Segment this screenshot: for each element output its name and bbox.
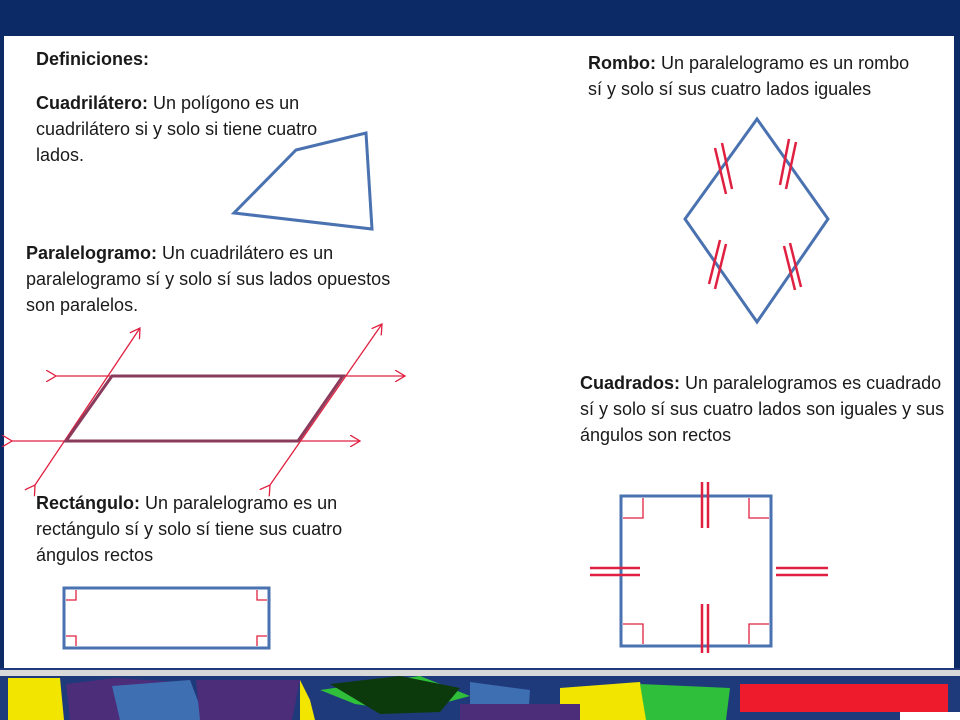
square-figure [590, 482, 828, 653]
equal-side-marks [590, 482, 828, 653]
rectangle-shape [64, 588, 269, 648]
right-angle-mark [66, 590, 76, 600]
rhombus-shape [685, 119, 828, 322]
parallelogram-shape [66, 376, 343, 441]
parallel-line-left [35, 328, 140, 485]
rhombus-text: Un paralelogramo es un rombo sí y solo sí sus cuatro lados iguales [588, 53, 910, 99]
parallelogram-figure [12, 324, 405, 485]
quadrilateral-term: Cuadrilátero: [36, 93, 149, 113]
parallel-line-right [270, 324, 382, 485]
rhombus-term: Rombo: [588, 53, 656, 73]
decorative-footer [0, 668, 960, 720]
right-angle-mark [257, 636, 267, 646]
square-term: Cuadrados: [580, 373, 681, 393]
right-angle-marks [623, 498, 769, 644]
right-angle-mark [66, 636, 76, 646]
square-text: Un paralelogramos es cuadrado sí y solo sí sus cuatro lados son iguales y sus ángulos son rectos [580, 373, 945, 445]
rhombus-figure [685, 119, 828, 322]
parallelogram-term: Paralelogramo: [26, 243, 158, 263]
right-angle-mark [257, 590, 267, 600]
parallelogram-text: Un cuadrilátero es un paralelogramo sí y solo sí sus lados opuestos son paralelos. [26, 243, 391, 315]
rectangle-figure [64, 588, 269, 648]
definitions-heading: Definiciones: [36, 49, 150, 69]
quadrilateral-text: Un polígono es un cuadrilátero si y solo si tiene cuatro lados. [36, 93, 318, 165]
rectangle-text: Un paralelogramo es un rectángulo sí y solo sí tiene sus cuatro ángulos rectos [36, 493, 343, 565]
quadrilateral-shape [234, 133, 372, 229]
rectangle-term: Rectángulo: [36, 493, 141, 513]
